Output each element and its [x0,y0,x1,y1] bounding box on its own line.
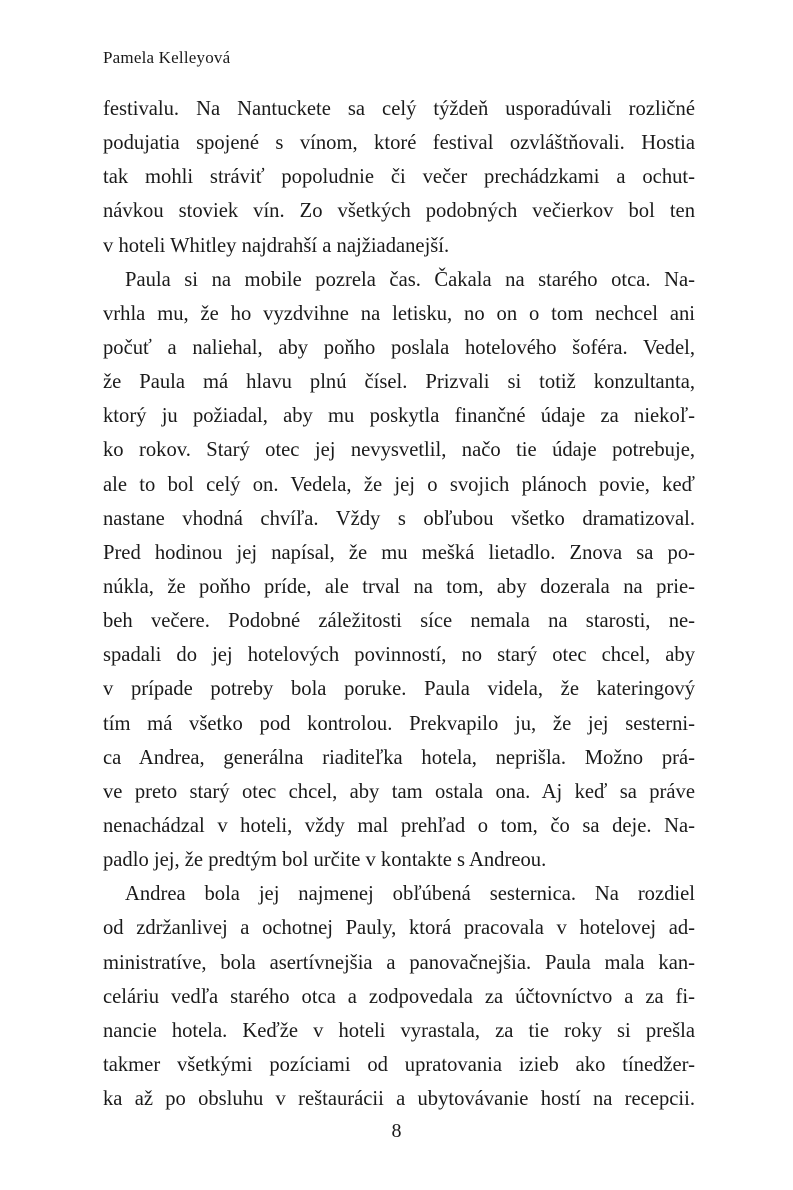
text-line: tím má všetko pod kontrolou. Prekvapilo ju, že jej sesterni- [103,712,695,735]
text-line: podujatia spojené s vínom, ktoré festival ozvláštňovali. Hostia [103,132,695,155]
text-line: že Paula má hlavu plnú čísel. Prizvali si totiž konzultanta, [103,371,695,394]
text-line: ale to bol celý on. Vedela, že jej o svojich plánoch povie, keď [103,473,695,496]
text-line: takmer všetkými pozíciami od upratovania izieb ako tínedžer- [103,1053,695,1076]
text-line: celáriu vedľa starého otca a zodpovedala za účtovníctvo a za fi- [103,985,695,1008]
text-line: beh večere. Podobné záležitosti síce nemala na starosti, ne- [103,610,695,633]
text-line: Paula si na mobile pozrela čas. Čakala na starého otca. Na- [125,268,695,291]
text-line: núkla, že poňho príde, ale trval na tom, aby dozerala na prie- [103,575,695,598]
text-line: ktorý ju požiadal, aby mu poskytla finančné údaje za niekoľ- [103,405,695,428]
text-line: od zdržanlivej a ochotnej Pauly, ktorá pracovala v hotelovej ad- [103,917,695,940]
running-head: Pamela Kelleyová [103,48,231,67]
text-line: ve preto starý otec chcel, aby tam ostala ona. Aj keď sa práve [103,780,695,803]
text-line: ka až po obsluhu v reštaurácii a ubytovávanie hostí na recepcii. [103,1088,695,1111]
text-line: v prípade potreby bola poruke. Paula videla, že kateringový [103,678,695,701]
text-line: nenachádzal v hoteli, vždy mal prehľad o tom, čo sa deje. Na- [103,814,695,837]
text-line: tak mohli stráviť popoludnie či večer prechádzkami a ochut- [103,166,695,189]
text-line: vrhla mu, že ho vyzdvihne na letisku, no on o tom nechcel ani [103,302,695,325]
text-line: padlo jej, že predtým bol určite v kontakte s Andreou. [103,849,547,872]
text-line: nancie hotela. Keďže v hoteli vyrastala, za tie roky si prešla [103,1019,695,1042]
text-line: spadali do jej hotelových povinností, no starý otec chcel, aby [103,644,695,667]
text-line: festivalu. Na Nantuckete sa celý týždeň usporadúvali rozličné [103,98,695,120]
page-number: 8 [391,1120,402,1142]
text-line: ca Andrea, generálna riaditeľka hotela, neprišla. Možno prá- [103,746,695,769]
text-line: nastane vhodná chvíľa. Vždy s obľubou všetko dramatizoval. [103,507,695,530]
text-line: počuť a naliehal, aby poňho poslala hotelového šoféra. Vedel, [103,336,695,359]
text-line: Andrea bola jej najmenej obľúbená sesternica. Na rozdiel [125,883,695,906]
text-line: Pred hodinou jej napísal, že mu mešká lietadlo. Znova sa po- [103,541,695,564]
text-line: ministratíve, bola asertívnejšia a panovačnejšia. Paula mala kan- [103,951,695,974]
body-text [103,92,695,1116]
text-line: návkou stoviek vín. Zo všetkých podobných večierkov bol ten [103,200,695,223]
text-line: v hoteli Whitley najdrahší a najžiadanejší. [103,234,450,257]
text-line: ko rokov. Starý otec jej nevysvetlil, načo tie údaje potrebuje, [103,439,695,462]
